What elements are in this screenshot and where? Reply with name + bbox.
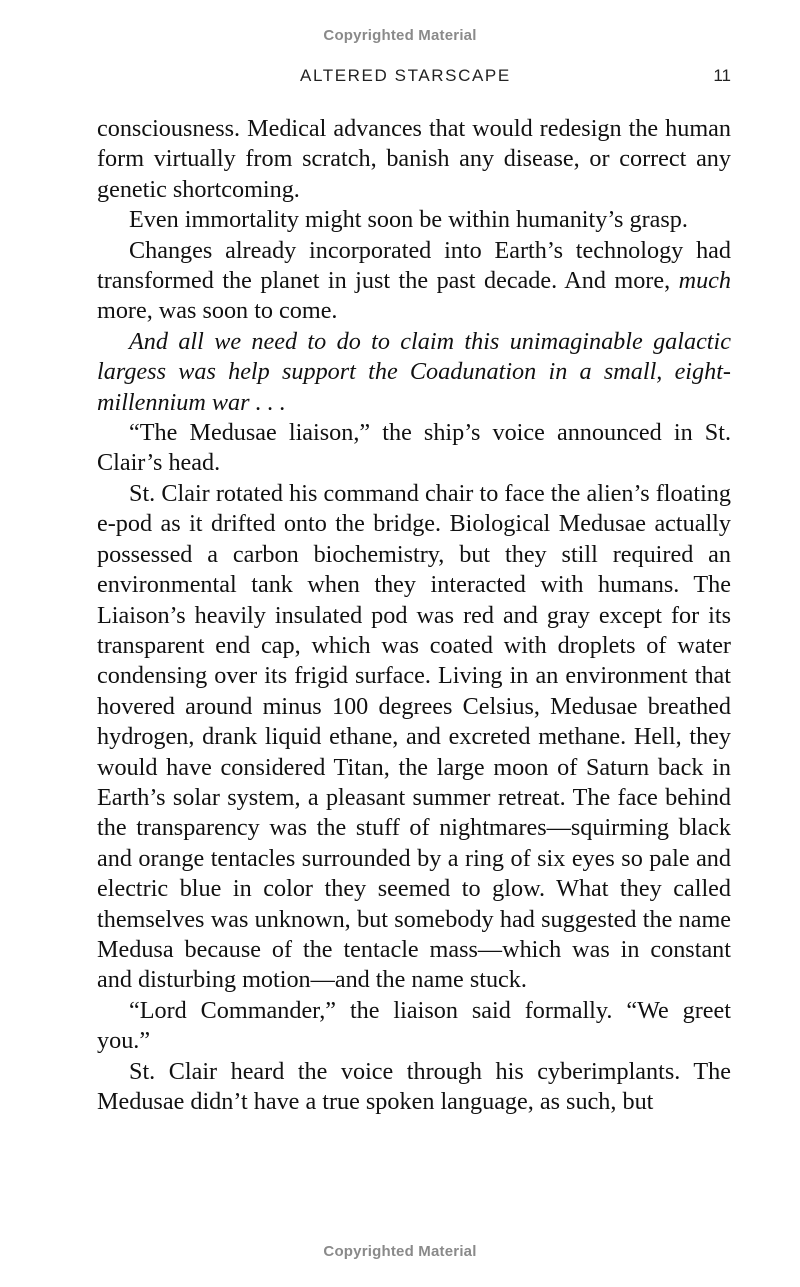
running-head xyxy=(97,66,731,90)
paragraph-3 xyxy=(97,236,731,327)
paragraph-3-emphasis: much xyxy=(678,267,731,295)
paragraph-5: “The Medusae liaison,” the ship’s voice announced in St. Clair’s head. xyxy=(97,419,731,477)
copyright-notice-bottom: Copyrighted Material xyxy=(323,1243,477,1260)
paragraph-6: St. Clair rotated his command chair to face the alien’s floating e-pod as it drifted onto the bridge. Biological Medusae actually possessed a carbon biochemistry, but they still required an environmental tank when they interacted with humans. The Liaison’s heavily insulated pod was red and gray except for its transparent end cap, which was coated with droplets of water condensing over its frigid surface. Living in an environment that hovered around minus 100 degrees Celsius, Medusae breathed hydrogen, drank liquid ethane, and excreted methane. Hell, they would have considered Titan, the large moon of Saturn back in Earth’s solar system, a pleasant summer retreat. The face behind the transparency was the stuff of nightmares—squirming black and orange tentacles surrounded by a ring of six eyes so pale and electric blue in color they seemed to glow. What they called themselves was unknown, but somebody had suggested the name Medusa because of the tentacle mass—which was in constant and disturbing motion—and the name stuck. xyxy=(97,479,731,994)
paragraph-4-italic-thought: And all we need to do to claim this unimaginable galactic largess was help support the Coadunation in a small, eight-millennium war . . . xyxy=(97,327,731,416)
paragraph-3-part-a: Changes already incorporated into Earth’s technology had transformed the planet in just the past decade. And more, xyxy=(97,236,731,295)
paragraph-7: “Lord Commander,” the liaison said formally. “We greet you.” xyxy=(97,996,731,1055)
copyright-notice-top: Copyrighted Material xyxy=(323,27,477,44)
running-title: ALTERED STARSCAPE xyxy=(300,66,511,85)
paragraph-3-part-b: more, was soon to come. xyxy=(97,297,338,325)
body-text xyxy=(97,114,731,1117)
page-number: 11 xyxy=(713,66,731,85)
paragraph-1: consciousness. Medical advances that would redesign the human form virtually from scratch, banish any disease, or correct any genetic shortcoming. xyxy=(97,115,731,203)
paragraph-8: St. Clair heard the voice through his cyberimplants. The Medusae didn’t have a true spoken language, as such, but xyxy=(97,1057,731,1115)
paragraph-2: Even immortality might soon be within humanity’s grasp. xyxy=(129,206,688,234)
